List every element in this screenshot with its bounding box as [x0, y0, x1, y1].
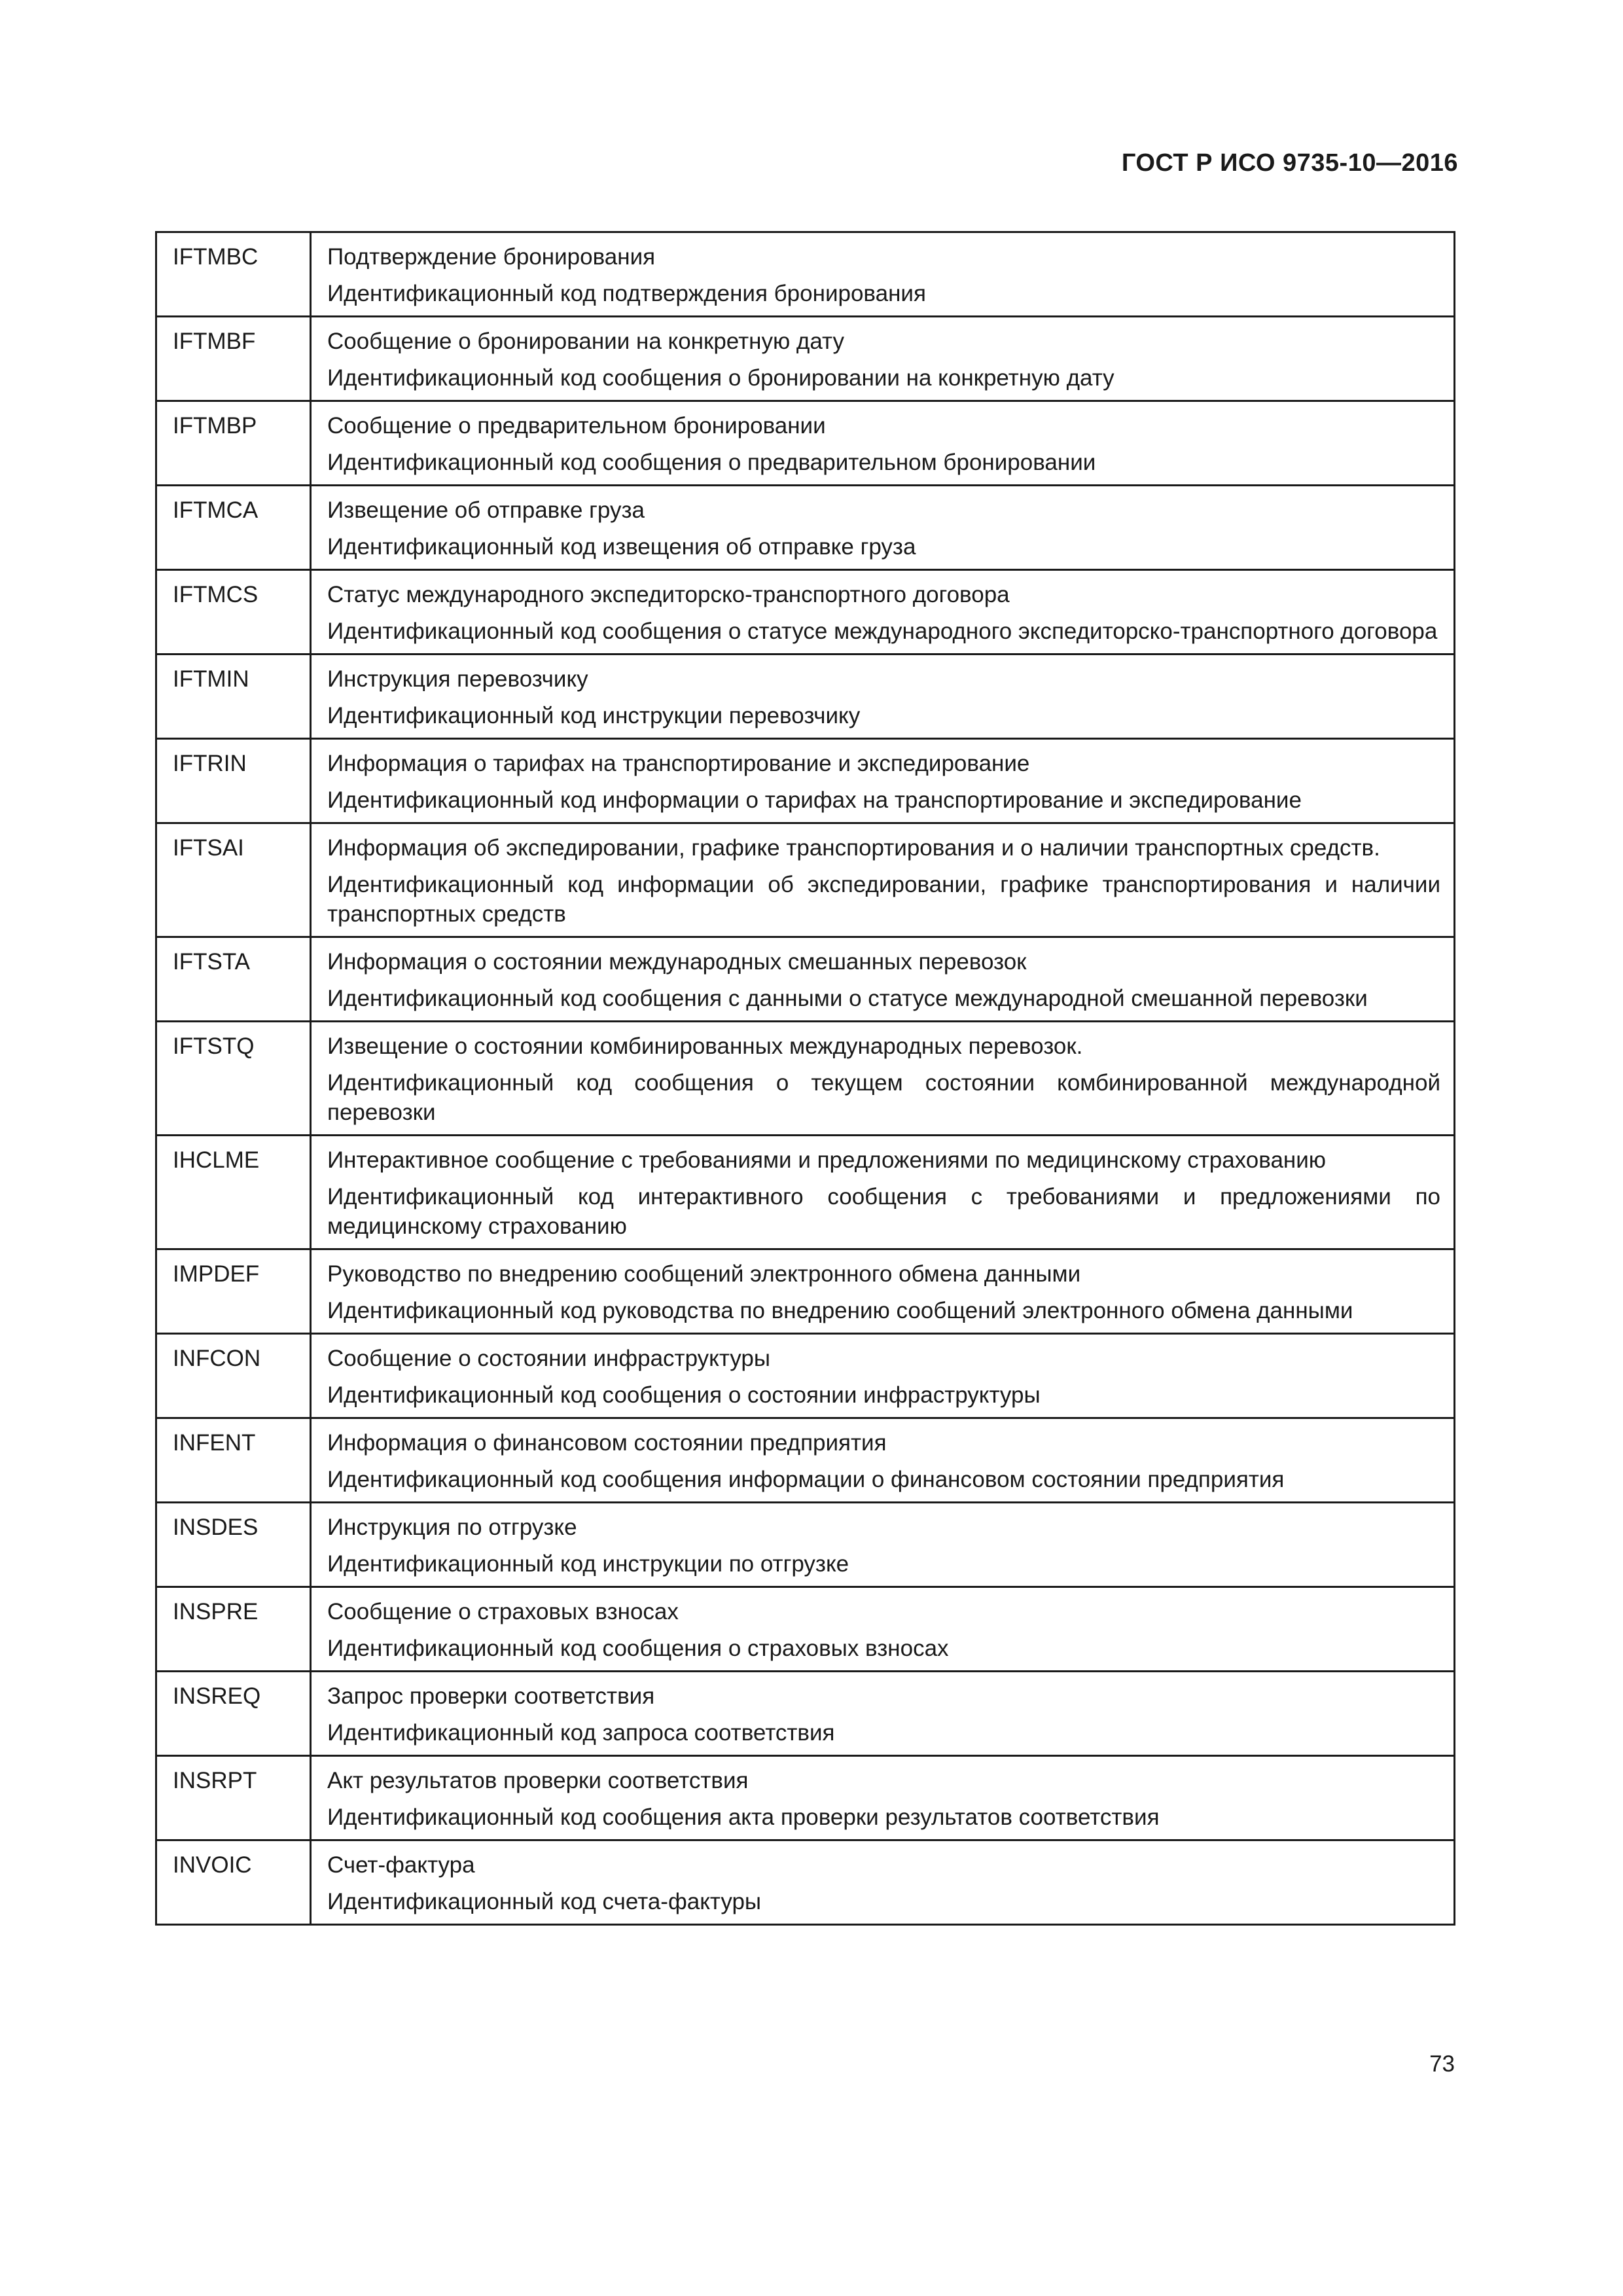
message-identifier-description: Идентификационный код сообщения с данными о статусе международной смешанной перевозки — [327, 986, 1368, 1011]
message-code-cell: INVOIC — [156, 1840, 311, 1925]
message-code-cell: INSPRE — [156, 1587, 311, 1672]
message-title: Извещение об отправке груза — [327, 497, 645, 523]
message-title: Акт результатов проверки соответствия — [327, 1768, 749, 1793]
message-description-cell — [311, 1136, 1455, 1249]
table-row — [156, 937, 1455, 1022]
message-code-cell: IFTMBC — [156, 232, 311, 317]
message-code-cell: IHCLME — [156, 1136, 311, 1249]
message-title: Информация об экспедировании, графике транспортирования и о наличии транспортных средств. — [327, 835, 1380, 861]
table-row — [156, 1840, 1455, 1925]
message-title: Руководство по внедрению сообщений электронного обмена данными — [327, 1261, 1081, 1287]
page-number: 73 — [1429, 2051, 1455, 2077]
message-title: Запрос проверки соответствия — [327, 1683, 655, 1709]
message-identifier-description: Идентификационный код сообщения о состоянии инфраструктуры — [327, 1382, 1041, 1408]
message-code-cell: IFTMBP — [156, 401, 311, 486]
message-title: Информация о тарифах на транспортирование и экспедирование — [327, 751, 1030, 776]
message-code-cell: IFTMBF — [156, 317, 311, 401]
message-identifier-description: Идентификационный код сообщения о предварительном бронировании — [327, 450, 1096, 475]
message-description-cell — [311, 1418, 1455, 1503]
table-row — [156, 823, 1455, 937]
message-title: Инструкция перевозчику — [327, 666, 588, 692]
message-title: Сообщение о состоянии инфраструктуры — [327, 1346, 771, 1371]
table-row — [156, 1756, 1455, 1840]
message-description-cell — [311, 1022, 1455, 1136]
message-identifier-description: Идентификационный код извещения об отправке груза — [327, 534, 916, 560]
table-row — [156, 486, 1455, 570]
message-title: Извещение о состоянии комбинированных международных перевозок. — [327, 1033, 1083, 1059]
message-title: Сообщение о предварительном бронировании — [327, 413, 826, 439]
message-code-cell: IFTMCS — [156, 570, 311, 655]
message-title: Статус международного экспедиторско-транспортного договора — [327, 582, 1010, 607]
message-description-cell — [311, 570, 1455, 655]
message-identifier-description: Идентификационный код информации об экспедировании, графике транспортирования и наличии транспортных средств — [327, 872, 1440, 927]
table-body — [156, 232, 1455, 1925]
table-row — [156, 1418, 1455, 1503]
table-row — [156, 1249, 1455, 1334]
message-description-cell — [311, 655, 1455, 739]
table-row — [156, 317, 1455, 401]
message-identifier-description: Идентификационный код сообщения акта проверки результатов соответствия — [327, 1804, 1160, 1830]
message-title: Информация о финансовом состоянии предприятия — [327, 1430, 887, 1456]
message-description-cell — [311, 232, 1455, 317]
message-description-cell — [311, 486, 1455, 570]
message-identifier-description: Идентификационный код инструкции по отгрузке — [327, 1551, 849, 1577]
message-identifier-description: Идентификационный код счета-фактуры — [327, 1889, 762, 1914]
table-row — [156, 1503, 1455, 1587]
table-row — [156, 739, 1455, 823]
message-identifier-description: Идентификационный код сообщения о текущем состоянии комбинированной международной перевозки — [327, 1070, 1440, 1125]
message-title: Сообщение о страховых взносах — [327, 1599, 679, 1624]
message-description-cell — [311, 1840, 1455, 1925]
message-title: Информация о состоянии международных смешанных перевозок — [327, 949, 1027, 975]
table-row — [156, 655, 1455, 739]
message-identifier-description: Идентификационный код сообщения информации о финансовом состоянии предприятия — [327, 1467, 1285, 1492]
message-description-cell — [311, 317, 1455, 401]
table-row — [156, 1136, 1455, 1249]
document-header: ГОСТ Р ИСО 9735-10—2016 — [1121, 149, 1458, 177]
message-title: Сообщение о бронировании на конкретную дату — [327, 329, 844, 354]
message-identifier-description: Идентификационный код подтверждения бронирования — [327, 281, 926, 306]
message-description-cell — [311, 1503, 1455, 1587]
message-code-cell: INFCON — [156, 1334, 311, 1418]
table-row — [156, 1022, 1455, 1136]
message-description-cell — [311, 1587, 1455, 1672]
table-row — [156, 570, 1455, 655]
message-title: Счет-фактура — [327, 1852, 475, 1878]
table-row — [156, 401, 1455, 486]
message-code-cell: IMPDEF — [156, 1249, 311, 1334]
message-identifier-description: Идентификационный код сообщения о статусе международного экспедиторско-транспортного договора — [327, 619, 1438, 644]
message-description-cell — [311, 1756, 1455, 1840]
table-row — [156, 1587, 1455, 1672]
message-code-cell: IFTSTA — [156, 937, 311, 1022]
message-identifier-description: Идентификационный код информации о тарифах на транспортирование и экспедирование — [327, 787, 1302, 813]
message-code-cell: IFTMCA — [156, 486, 311, 570]
message-code-cell: IFTSTQ — [156, 1022, 311, 1136]
message-identifier-description: Идентификационный код руководства по внедрению сообщений электронного обмена данными — [327, 1298, 1353, 1323]
message-description-cell — [311, 739, 1455, 823]
message-description-cell — [311, 823, 1455, 937]
message-title: Подтверждение бронирования — [327, 244, 656, 270]
message-description-cell — [311, 401, 1455, 486]
message-code-cell: IFTSAI — [156, 823, 311, 937]
message-code-cell: INSDES — [156, 1503, 311, 1587]
message-description-cell — [311, 1249, 1455, 1334]
message-title: Инструкция по отгрузке — [327, 1515, 577, 1540]
table-row — [156, 1334, 1455, 1418]
message-code-cell: IFTRIN — [156, 739, 311, 823]
message-codes-table — [155, 231, 1455, 1926]
message-code-cell: INSRPT — [156, 1756, 311, 1840]
message-title: Интерактивное сообщение с требованиями и предложениями по медицинскому страхованию — [327, 1147, 1327, 1173]
message-identifier-description: Идентификационный код сообщения о страховых взносах — [327, 1636, 949, 1661]
message-description-cell — [311, 1672, 1455, 1756]
message-identifier-description: Идентификационный код запроса соответствия — [327, 1720, 835, 1746]
message-code-cell: INSREQ — [156, 1672, 311, 1756]
message-identifier-description: Идентификационный код сообщения о бронировании на конкретную дату — [327, 365, 1115, 391]
table-row — [156, 232, 1455, 317]
message-identifier-description: Идентификационный код интерактивного сообщения с требованиями и предложениями по медицинскому страхованию — [327, 1184, 1440, 1239]
message-description-cell — [311, 1334, 1455, 1418]
message-description-cell — [311, 937, 1455, 1022]
message-identifier-description: Идентификационный код инструкции перевозчику — [327, 703, 861, 728]
message-code-cell: INFENT — [156, 1418, 311, 1503]
table-row — [156, 1672, 1455, 1756]
message-code-cell: IFTMIN — [156, 655, 311, 739]
